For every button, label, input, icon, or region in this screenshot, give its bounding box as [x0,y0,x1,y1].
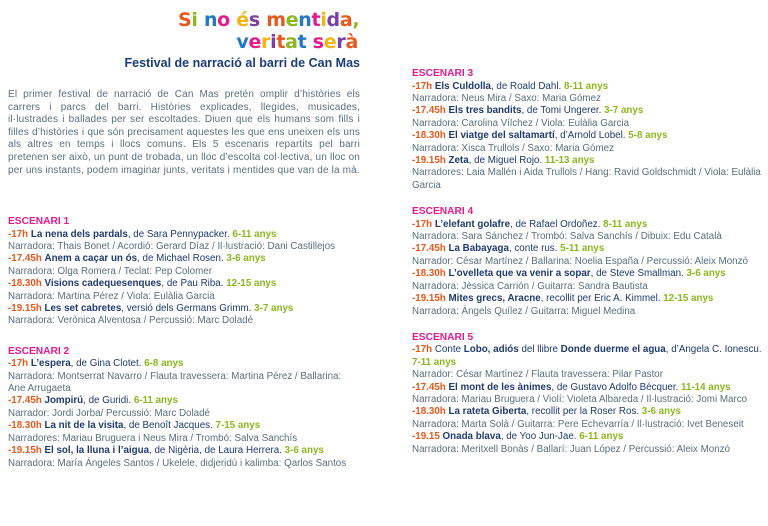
title-letter: s [248,9,260,31]
performance-author: , de Gustavo Adolfo Bécquer. [551,381,679,393]
age-range: 3-6 anys [226,253,266,265]
performance-line [8,420,360,432]
performance-time: -19.15h [412,293,446,305]
performance-author: , de Pau Riba. [161,278,224,290]
performer-credits: Narradora: Meritxell Bonàs / Ballarí: Juan López / Percussió: Aleix Monzó [412,443,731,455]
performance-author: , de Rafael Ordoñez. [510,218,601,230]
title-line-1 [178,9,358,31]
age-range: 5-8 anys [628,130,668,142]
performer-credits: Narradora: Jèssica Carrión / Guitarra: Sandra Bautista [412,280,648,292]
performance-title: Mites grecs, Aracne [448,293,541,305]
performance-title: L’elefant golafre [434,218,511,230]
performance-line [8,445,360,457]
performer-credits: Narrador: Jordi Jorba/ Percussió: Marc Doladé [8,407,211,419]
scene-title: ESCENARI 2 [8,345,70,357]
performance-entry [412,431,764,456]
performance-author: , recollit per la Roser Ros. [526,406,640,418]
performance-entry [8,445,360,470]
performance-title: Visions cadequesenques [44,278,162,290]
performance-time: -19.15 [412,431,440,443]
performance-line [412,268,764,280]
age-range: 3-6 anys [686,268,726,280]
title-letter: i [320,9,327,31]
title-letter: v [236,31,249,53]
performance-title: Lobo, adiós [463,344,519,356]
performance-title: Anem a caçar un ós [44,253,138,265]
performance-author: , de Michael Rosen. [137,253,224,265]
performance-title: Jompirú [44,395,84,407]
performer-credits: Narradora: Thais Bonet / Acordió: Gerard Díaz / Il·lustració: Dani Castillejos [8,240,336,252]
performance-line [8,395,360,407]
title-letter: i [270,31,277,53]
performance-line [412,105,764,117]
performance-author: , d’Angela C. Ionescu. [665,344,762,356]
performance-line [412,219,764,231]
performer-credits: Narradora: Carolina Vílchez / Viola: Eulàlia Garcia [412,117,630,129]
performer-credits: Narradora: María Ángeles Santos / Ukelele, didjeridú i kalimba: Qarlos Santos [8,457,347,469]
performer-credits: Narradora: Àngels Quílez / Guitarra: Miguel Medina [412,305,636,317]
right-column [412,68,764,470]
performance-time: -17.45h [412,105,446,117]
performance-entry [412,293,764,318]
performance-time: -17h [8,358,29,370]
performance-line [412,382,764,394]
performance-author: , de Benoît Jacques. [123,420,213,432]
title-letter: m [266,9,286,31]
performance-entry [8,358,360,395]
age-range: 3-6 anys [641,406,682,418]
age-range: 8-11 anys [563,80,609,92]
title-letter: e [285,9,299,31]
title-letter: a [285,31,298,53]
performance-line [8,253,360,265]
title-letter: S [178,9,192,31]
age-range: 6-11 anys [133,395,178,407]
performer-credits: Narradora: Verònica Alventosa / Percussió: Marc Doladé [8,315,254,327]
scene-1 [8,216,360,328]
performance-entry [8,303,360,328]
title-letter: n [203,9,218,31]
performance-line [412,130,764,142]
performer-credits: Narradores: Laia Mallén i Aida Trullols / Hang: Ravid Goldschmidt / Viola: Eulàlia Garcia [412,167,761,191]
performance-line [8,278,360,290]
performance-author: , de Tomi Ungerer. [521,105,602,117]
performance-time: -19.15h [8,445,42,457]
performance-entry [412,406,764,431]
performer-credits: Narradores: Mariau Bruguera i Neus Mira / Trombó: Salva Sanchís [8,432,298,444]
performance-line [8,358,360,370]
performance-time: -19.15h [412,154,446,166]
performance-author: , de Sara Pennypacker. [127,228,230,240]
performance-time: -17h [412,344,433,356]
performance-line [412,406,764,418]
performance-author: , de Steve Smallman. [590,268,684,280]
age-range: 7-11 anys [412,356,457,368]
title-letter: é [236,9,249,31]
performance-entry [412,268,764,293]
performance-entry [8,253,360,278]
performance-time: -19.15h [8,302,42,314]
title-letter: r [336,31,346,53]
performance-title: El mont de les ànimes [448,381,552,393]
scene-title: ESCENARI 4 [412,206,474,218]
performer-credits: Narrador: César Martínez / Ballarina: Noelia España / Percussió: Aleix Monzó [412,255,748,267]
title-letter: r [261,31,271,53]
age-range: 5-11 anys [560,243,605,255]
title-letter: a [339,9,353,31]
performance-book-title: Donde duerme el agua [560,344,666,356]
performance-title: El viatge del saltamartí [448,130,555,142]
scene-title: ESCENARI 3 [412,68,474,79]
scene-3 [412,68,764,192]
performance-entry [8,278,360,303]
performance-title: L’espera [30,358,71,370]
age-range: 3-6 anys [284,445,324,457]
performance-time: -17.45h [8,395,42,407]
performance-line [412,431,764,443]
performance-title: Les set cabretes [44,302,122,314]
performance-line [412,243,764,255]
performance-time: -17.45h [8,253,42,265]
performance-time: -17h [412,218,433,230]
performance-prefix: Conte [432,344,464,356]
title-letter: à [345,31,358,53]
performance-author: , de Roald Dahl. [490,80,562,92]
performance-time: -17.45h [412,243,446,255]
title-letter: i [191,9,198,31]
festival-title [178,9,358,53]
performer-credits: Narradora: Marta Solà / Guitarra: Pere Echevarría / Il·lustració: Ivet Beneseit [412,418,744,430]
performance-entry [412,105,764,130]
performance-entry [412,243,764,268]
performer-credits: Narrador: César Martínez / Flauta travessera: Pilar Pastor [412,369,663,381]
title-letter: s [312,31,324,53]
performance-author: , de Yoo Jun-Jae. [500,431,577,443]
performance-line [412,155,764,167]
title-letter: e [323,31,337,53]
scene-4 [412,206,764,318]
title-letter: n [298,9,312,31]
performance-time: -18.30h [8,420,42,432]
performer-credits: Narradora: Montserrat Navarro / Flauta travessera: Martina Pérez / Ballarina: Ane Arrugaeta [8,370,342,395]
age-range: 6-8 anys [144,358,184,370]
performer-credits: Narradora: Neus Mira / Saxo: Maria Gómez [412,92,601,104]
performance-time: -17.45h [412,381,446,393]
performer-credits: Narradora: Olga Romera / Teclat: Pep Colomer [8,265,213,277]
performance-time: -18.30h [412,268,446,280]
age-range: 3-7 anys [604,105,644,117]
performance-title: La rateta Giberta [448,406,527,418]
performance-author: , de Guridi. [83,395,132,407]
title-letter: d [326,9,340,31]
performance-entry [412,382,764,407]
performance-entry [8,229,360,254]
performance-entry [8,420,360,445]
performer-credits: Narradora: Mariau Bruguera / Violí: Violeta Albareda / Il·lustració: Jomi Marco [412,394,748,406]
performance-entry [412,155,764,192]
age-range: 12-15 anys [663,293,714,305]
left-column [8,216,360,488]
age-range: 11-13 anys [544,154,595,166]
performance-entry [412,81,764,106]
scene-2 [8,346,360,470]
festival-subtitle: Festival de narració al barri de Can Mas [124,56,360,70]
age-range: 3-7 anys [254,302,294,314]
performance-author: , conte rus. [508,243,558,255]
performer-credits: Narradora: Xisca Trullols / Saxo: Maria Gómez [412,142,614,154]
title-line-2 [178,31,358,53]
intro-paragraph: El primer festival de narració de Can Mas pretén omplir d’històries els carrers i parcs del barri. Històries explicades, llegides, musicades, il·lustrades i ballades per ser escoltades. Diuen que els humans som fills i filles d’històries i que són precisament aquestes les que ens uneixen els uns als altres en temps i llocs comuns. Els 5 escenaris repartits pel barri pretenen ser això, un punt de trobada, un lloc d’escolta col·lectiva, un lloc on per uns instants, podem imaginar junts, veritats i mentides que van de la mà. [8,89,360,176]
performance-author: , versió dels Germans Grimm. [121,302,252,314]
title-letter: t [297,31,307,53]
age-range: 7-15 anys [215,420,261,432]
performance-title: Els tres bandits [448,105,522,117]
performance-line [8,303,360,315]
scene-title: ESCENARI 5 [412,331,474,343]
performer-credits: Narradora: Martina Pérez / Viola: Eulàlia Garcia [8,290,215,302]
performance-author: , recollit per Eric A. Kimmel. [540,293,661,305]
title-letter: t [311,9,321,31]
performance-title: Els Culdolla [434,80,491,92]
title-letter: , [352,9,360,31]
performance-time: -18.30h [8,278,42,290]
performance-entry [412,219,764,244]
age-range: 8-11 anys [603,218,648,230]
performance-time: -17h [8,228,29,240]
title-letter: t [276,31,286,53]
performance-author: , de Gina Clotet. [70,358,142,370]
age-range: 6-11 anys [579,431,624,443]
performance-line [412,81,764,93]
performance-title: Zeta [448,154,469,166]
title-letter: o [217,9,230,31]
performance-time: -18.30h [412,406,446,418]
age-range: 6-11 anys [232,228,277,240]
performance-title: Onada blava [442,431,501,443]
performance-entry [8,395,360,420]
performance-line [412,293,764,305]
performance-title: L’ovelleta que va venir a sopar [448,268,591,280]
scene-5 [412,332,764,456]
performance-entry [412,130,764,155]
title-letter: e [248,31,262,53]
performance-title: La nena dels pardals [30,228,128,240]
age-range: 12-15 anys [226,278,277,290]
performance-time: -18.30h [412,130,446,142]
performance-title: El sol, la lluna i l’aigua [44,445,150,457]
performer-credits: Narradora: Sara Sánchez / Trombó: Salva Sanchís / Dibuix: Edu Català [412,231,722,243]
performance-line [8,229,360,241]
scene-title: ESCENARI 1 [8,216,70,227]
performance-author: , de Nigèria, de Laura Herrera. [149,445,282,457]
performance-author: del llibre [518,344,561,356]
performance-author: , de Miguel Rojo. [468,154,543,166]
performance-line [412,344,764,369]
age-range: 11-14 anys [681,381,731,393]
performance-title: La Babayaga [448,243,509,255]
performance-time: -17h [412,80,433,92]
performance-title: La nit de la visita [44,420,124,432]
performance-entry [412,344,764,381]
performance-author: , d’Arnold Lobel. [554,130,626,142]
